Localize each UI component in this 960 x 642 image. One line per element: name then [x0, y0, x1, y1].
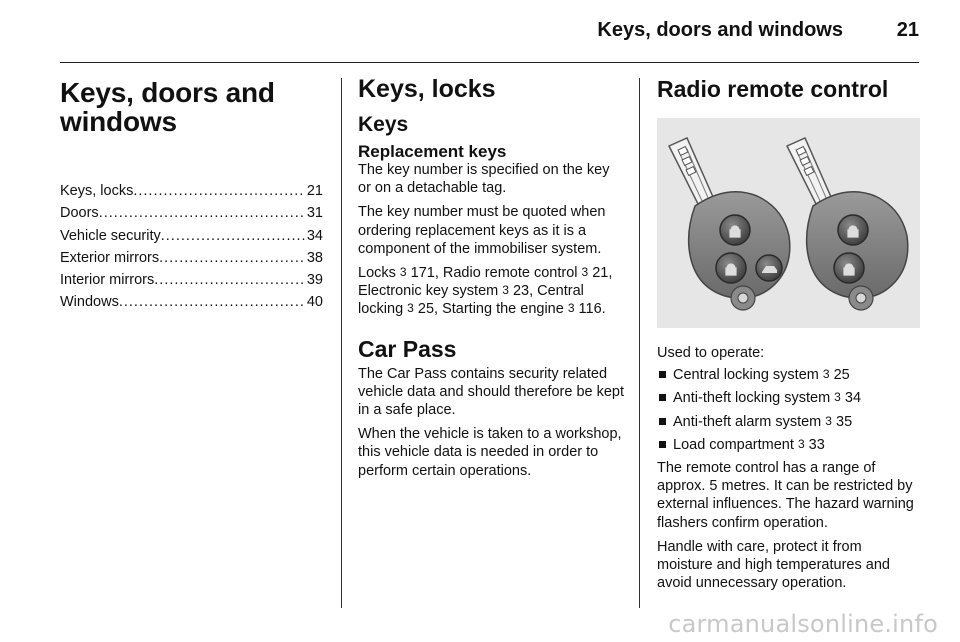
key-fob-icon [657, 118, 920, 328]
toc-item[interactable]: Doors ..... 31 [60, 202, 323, 224]
xref-arrow-icon: 3 [399, 265, 407, 280]
xref-arrow-icon: 3 [797, 436, 805, 451]
paragraph: Used to operate: [657, 345, 765, 361]
section-title: Keys, locks [358, 75, 496, 103]
bullet-item: Central locking system 3 25 [657, 366, 920, 384]
xref-arrow-icon: 3 [834, 390, 841, 405]
xref-arrow-icon: 3 [567, 301, 575, 316]
header-page-number: 21 [896, 19, 919, 41]
xref-arrow-icon: 3 [822, 367, 830, 382]
xref-arrow-icon: 3 [825, 413, 832, 428]
paragraph: When the vehicle is taken to a workshop, this vehicle data is needed in order to perform certain operations. [358, 426, 622, 479]
leader-dots [159, 247, 305, 269]
bullet-item: Load compartment 3 33 [657, 436, 920, 454]
toc-item[interactable]: Vehicle security ..... 34 [60, 225, 323, 247]
remote-control-column [657, 74, 920, 598]
toc-item[interactable]: Exterior mirrors ..... 38 [60, 247, 323, 269]
remote-key-illustration [657, 118, 920, 328]
bullet-item: Anti-theft alarm system 3 35 [657, 413, 920, 431]
leader-dots [154, 269, 305, 291]
keys-locks-column [358, 74, 625, 486]
leader-dots [133, 180, 305, 202]
paragraph: Handle with care, protect it from moisture and high temperatures and avoid unnecessary operation. [657, 538, 890, 592]
section-title: Radio remote control [657, 76, 889, 102]
xref-arrow-icon: 3 [502, 283, 509, 298]
toc-item[interactable]: Keys, locks ..... 21 [60, 180, 323, 202]
leader-dots [99, 202, 305, 224]
subsection-title: Car Pass [358, 335, 457, 362]
leader-dots [119, 291, 305, 313]
leader-dots [161, 225, 305, 247]
paragraph: The key number must be quoted when ordering replacement keys as it is a component of the immobiliser system. [358, 204, 606, 257]
xref-arrow-icon: 3 [407, 301, 414, 316]
cross-references: Locks 3 171, Radio remote control 3 21, Electronic key system 3 23, Central locking 3 25, Starting the engine 3 116. [358, 265, 613, 318]
toc-list [60, 180, 323, 314]
chapter-title: Keys, doors and windows [60, 77, 275, 137]
column-divider [341, 78, 342, 608]
toc-item[interactable]: Windows ..... 40 [60, 291, 323, 313]
toc-column [60, 74, 323, 314]
paragraph: The key number is specified on the key or on a detachable tag. [358, 162, 610, 197]
bullet-item: Anti-theft locking system 3 34 [657, 389, 920, 407]
column-divider [639, 78, 640, 608]
paragraph: The Car Pass contains security related vehicle data and should therefore be kept in a safe place. [358, 365, 625, 419]
watermark: carmanualsonline.info [668, 610, 938, 638]
paragraph: The remote control has a range of approx. 5 metres. It can be restricted by external influences. The hazard warning flashers confirm operation. [657, 460, 914, 531]
header-title: Keys, doors and windows [597, 19, 843, 41]
page-header [60, 0, 919, 63]
toc-item[interactable]: Interior mirrors ..... 39 [60, 269, 323, 291]
xref-arrow-icon: 3 [581, 265, 589, 280]
subsection-title: Keys [358, 113, 409, 136]
subsubsection-title: Replacement keys [358, 142, 507, 161]
bullet-list [657, 366, 920, 454]
